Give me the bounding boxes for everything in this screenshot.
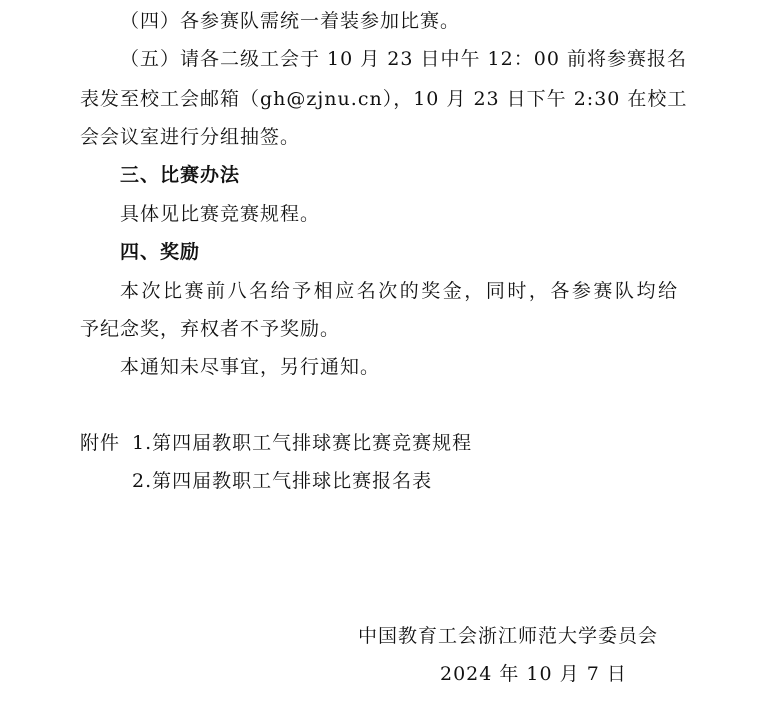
attachments-label: 附件 (80, 432, 121, 454)
section-4-line-1: 本次比赛前八名给予相应名次的奖金，同时，各参赛队均给 (120, 280, 678, 302)
attachment-item-1: 1.第四届教职工气排球赛比赛竞赛规程 (132, 432, 473, 454)
section-3-text: 具体见比赛竞赛规程。 (120, 203, 321, 225)
signature-date: 2024 年 10 月 7 日 (440, 663, 627, 685)
item-5-line-1: （五）请各二级工会于 10 月 23 日中午 12：00 前将参赛报名 (120, 48, 687, 70)
section-4-heading: 四、奖励 (120, 241, 201, 263)
item-5-line-2: 表发至校工会邮箱（gh@zjnu.cn），10 月 23 日下午 2:30 在校工 (80, 88, 688, 110)
closing-text: 本通知未尽事宜，另行通知。 (120, 356, 381, 378)
attachment-item-2: 2.第四届教职工气排球比赛报名表 (132, 470, 433, 492)
item-5-line-3: 会会议室进行分组抽签。 (80, 126, 301, 148)
signature-organization: 中国教育工会浙江师范大学委员会 (358, 625, 659, 647)
item-4-text: （四）各参赛队需统一着装参加比赛。 (120, 10, 461, 32)
section-4-line-2: 予纪念奖，弃权者不予奖励。 (80, 318, 341, 340)
section-3-heading: 三、比赛办法 (120, 164, 241, 186)
